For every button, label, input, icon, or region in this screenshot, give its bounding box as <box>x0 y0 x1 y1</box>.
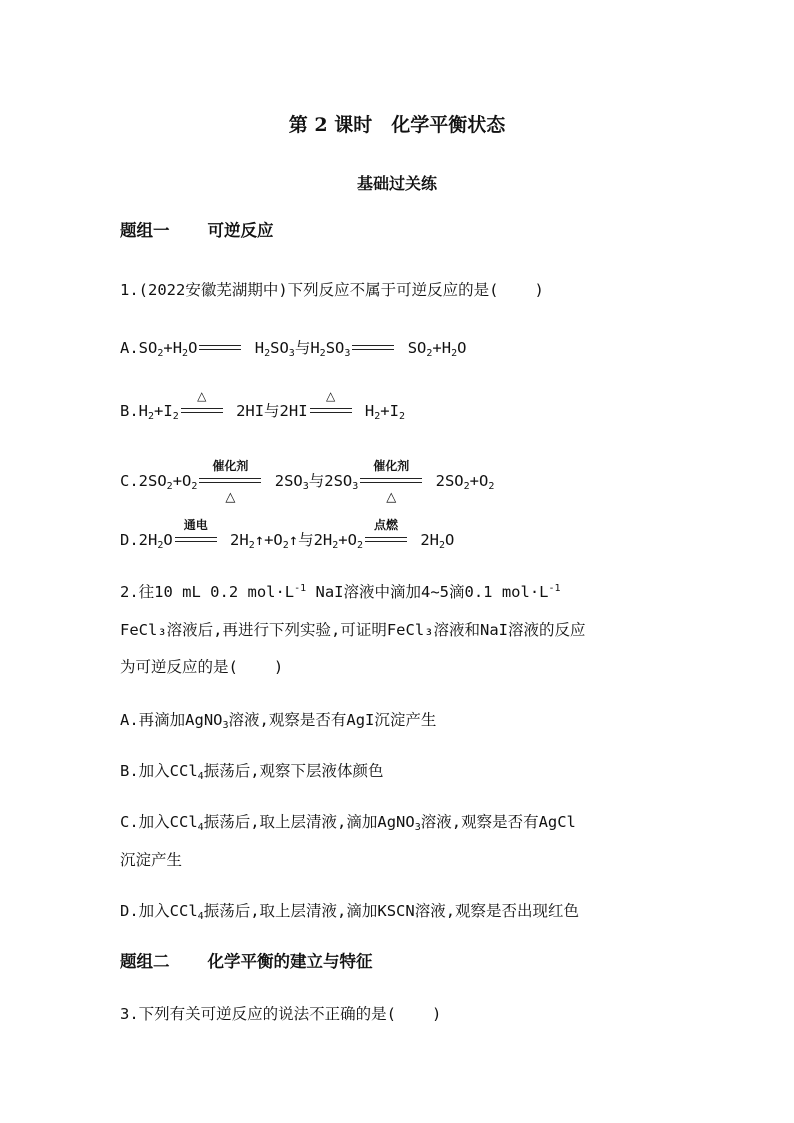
option-1b: $B.H_2+I_2$ △ 2HI与2HI △ $H_2+I_2$ <box>120 388 405 422</box>
question-2-line-1: 2.往10 mL 0.2 $mol\cdot L^{-1}$ NaI溶液中滴加4~5滴0.1 $mol\cdot L^{-1}$ <box>120 583 561 601</box>
ignition-condition-icon: 点燃 <box>365 534 407 548</box>
equal-sign-icon <box>199 342 241 356</box>
option-2c-line-2: 沉淀产生 <box>120 851 183 869</box>
catalyst-condition-icon: 催化剂 △ <box>199 475 261 489</box>
option-1d: $D.2H_2O$ 通电 $2H_2↑+O_2↑$与$2H_2+O_2$ 点燃 $2H_2O$ <box>120 517 455 551</box>
option-1c: $C.2SO_2+O_2$ 催化剂 △ $2SO_3$与$2SO_3$ 催化剂 △ $2SO_2+O_2$ <box>120 458 495 505</box>
option-2b: B.加入CCl$_4$振荡后,观察下层液体颜色 <box>120 762 384 782</box>
group-heading-1: 题组一 可逆反应 <box>120 221 274 240</box>
option-2c: C.加入CCl$_4$振荡后,取上层清液,滴加AgNO$_3$溶液,观察是否有AgCl <box>120 813 576 833</box>
option-1a: $A.SO_2+H_2O$ $H_2SO_3$与$H_2SO_3$ $SO_2+H_2O$ <box>120 339 467 359</box>
catalyst-condition-icon: 催化剂 △ <box>360 475 422 489</box>
equal-sign-icon <box>352 342 394 356</box>
group-heading-2: 题组二 化学平衡的建立与特征 <box>120 952 373 971</box>
option-2a: A.再滴加AgNO$_3$溶液,观察是否有AgI沉淀产生 <box>120 711 437 731</box>
heat-condition-icon: △ <box>310 405 352 419</box>
question-1-stem: 1.(2022安徽芜湖期中)下列反应不属于可逆反应的是( ) <box>120 281 544 299</box>
page-title: 第 2 课时 化学平衡状态 <box>288 114 506 136</box>
option-2d: D.加入CCl$_4$振荡后,取上层清液,滴加KSCN溶液,观察是否出现红色 <box>120 902 580 922</box>
question-3-stem: 3.下列有关可逆反应的说法不正确的是( ) <box>120 1005 442 1023</box>
section-subtitle: 基础过关练 <box>356 174 437 193</box>
heat-condition-icon: △ <box>181 405 223 419</box>
question-2-line-3: 为可逆反应的是( ) <box>120 658 284 676</box>
electrolysis-condition-icon: 通电 <box>175 534 217 548</box>
question-2-line-2: FeCl₃溶液后,再进行下列实验,可证明FeCl₃溶液和NaI溶液的反应 <box>120 621 586 639</box>
